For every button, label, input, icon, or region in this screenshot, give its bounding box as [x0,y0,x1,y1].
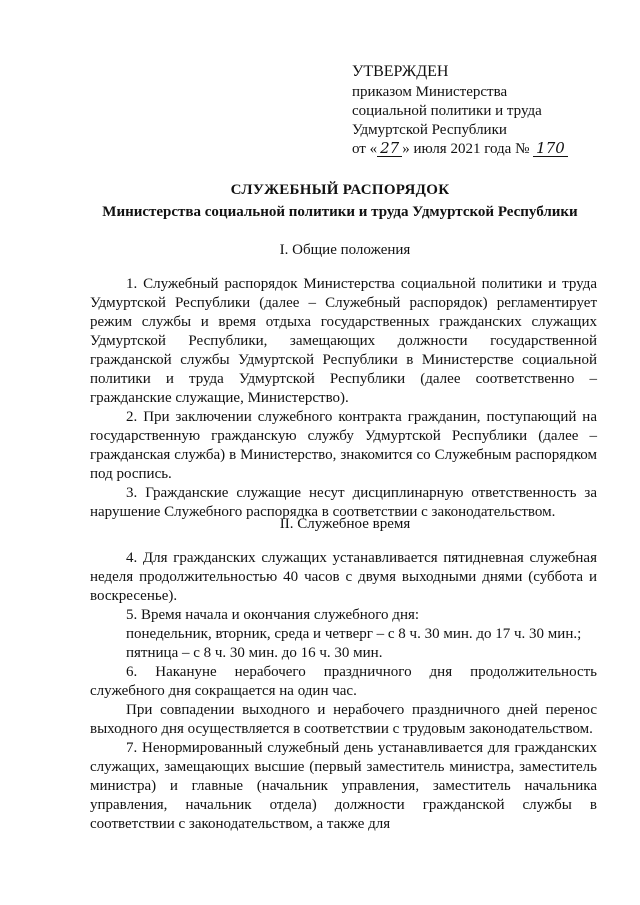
paragraph-4: 4. Для гражданских служащих устанавливается пятидневная служебная неделя продолжительностью 40 часов с двумя выходными днями (суббота и воскресенье). [90,550,597,604]
title-main: СЛУЖЕБНЫЙ РАСПОРЯДОК [230,182,450,198]
date-prefix: от « [352,141,378,157]
section-1-heading: I. Общие положения [279,242,411,258]
paragraph-1: 1. Служебный распорядок Министерства социальной политики и труда Удмуртской Республики (далее – Служебный распорядок) регламентирует режим службы и время отдыха государственных гражданских служащих Удмуртской Республики, замещающих должности государственной гражданской службы Удмуртской Республики в Министерстве социальной политики и труда Удмуртской Республики (далее соответственно – гражданские служащие, Министерство). [90,276,597,406]
approval-line-2: социальной политики и труда [352,103,542,119]
document-title [90,181,590,222]
section-2-body [90,549,597,834]
approval-line-1: приказом Министерства [352,84,508,100]
approval-line-3: Удмуртской Республики [352,122,507,138]
paragraph-3: 3. Гражданские служащие несут дисциплинарную ответственность за нарушение Служебного распорядка в соответствии с законодательством. [90,485,597,520]
approval-date-line [352,140,602,159]
paragraph-5-friday: пятница – с 8 ч. 30 мин. до 16 ч. 30 мин. [126,645,383,661]
approval-block [352,62,602,159]
paragraph-7: 7. Ненормированный служебный день устанавливается для гражданских служащих, замещающих высшие (первый заместитель министра, заместитель министра) и главные (начальник управления, заместитель начальника управления, начальник отдела) должности гражданской службы в соответствии с законодательством, а также для [90,740,597,832]
title-sub: Министерства социальной политики и труда Удмуртской Республики [102,204,578,220]
section-2-heading: II. Служебное время [279,516,411,532]
handwritten-number: 170 [533,141,568,157]
date-middle: » июля 2021 года № [402,141,530,157]
handwritten-day: 27 [377,141,402,157]
paragraph-2: 2. При заключении служебного контракта гражданин, поступающий на государственную гражданскую службу Удмуртской Республики (далее – гражданская служба) в Министерство, знакомится со Служебным распорядком под роспись. [90,409,597,482]
approval-heading: УТВЕРЖДЕН [352,63,449,80]
paragraph-5-weekdays: понедельник, вторник, среда и четверг – с 8 ч. 30 мин. до 17 ч. 30 мин.; [126,626,582,642]
paragraph-5: 5. Время начала и окончания служебного дня: [126,607,420,623]
section-1-body [90,275,597,522]
paragraph-6: 6. Накануне нерабочего праздничного дня продолжительность служебного дня сокращается на один час. [90,664,597,699]
paragraph-6-holiday: При совпадении выходного и нерабочего праздничного дней перенос выходного дня осуществляется в соответствии с трудовым законодательством. [90,702,597,737]
